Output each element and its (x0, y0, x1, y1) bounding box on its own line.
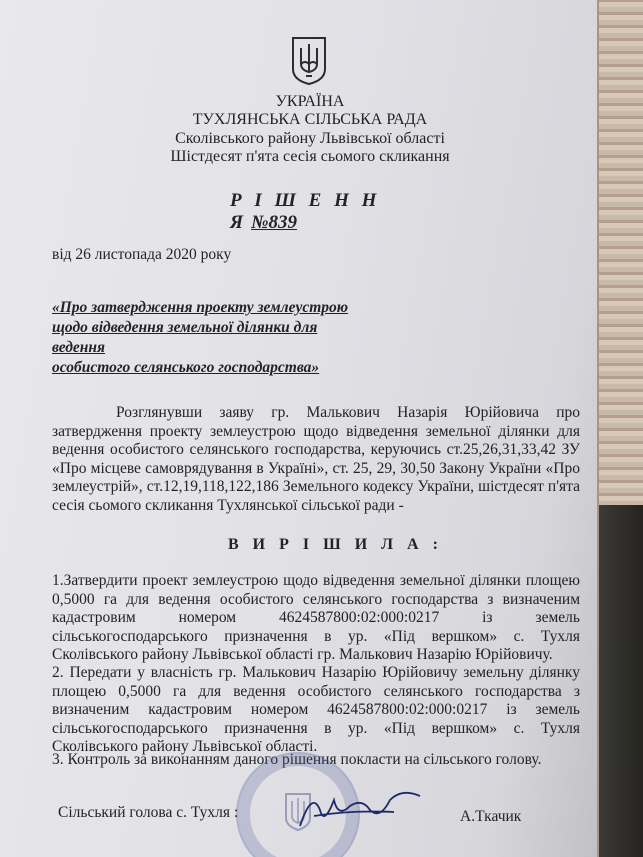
decision-date: від 26 листопада 2020 року (52, 246, 232, 263)
subject-line-2: щодо відведення земельної ділянки для ведення (52, 319, 318, 356)
header-council: ТУХЛЯНСЬКА СІЛЬСЬКА РАДА (192, 111, 428, 128)
item-3: 3. Контроль за виконанням даного рішення покласти на сільського голову. (52, 751, 542, 768)
header-session: Шістдесят п'ята сесія сьомого скликання (170, 148, 450, 165)
subject-line-1: «Про затвердження проекту землеустрою (52, 299, 349, 316)
header-district: Сколівського району Львівської області (175, 130, 445, 147)
binder-shadow (599, 505, 643, 857)
item-1: 1.Затвердити проект землеустрою щодо відведення земельної ділянки площею 0,5000 га для ведення особистого селянського господарства з визначеним кадастровим номером 4624587800:02:000:0217 із земель сільськогосподарського призначення в ур. «Під вершком» с. Тухля Сколівського району Львівської області гр. Малькович Назарію Юрійовичу. (52, 572, 580, 663)
decision-title (230, 190, 400, 234)
subject-line-3: особистого селянського господарства» (52, 359, 320, 376)
decision-subject (52, 298, 372, 378)
handwritten-signature (290, 780, 430, 840)
header-country: УКРАЇНА (275, 93, 345, 110)
decision-number: №839 (251, 212, 297, 233)
signature-position: Сільський голова с. Тухля : (58, 804, 239, 821)
resolved-heading: В И Р І Ш И Л А : (228, 536, 443, 553)
decision-title-text: Р І Ш Е Н Н Я (230, 190, 381, 233)
preamble-paragraph: Розглянувши заяву гр. Малькович Назарія Юрійовича про затвердження проекту землеустрою щодо відведення земельної ділянки для ведення особистого селянського господарства, керуючись ст.25,26,31,33,42 ЗУ «Про місцеве самоврядування в Україні», ст. 25, 29, 30,50 Закону України «Про землеустрій», ст.12,19,118,122,186 Земельного кодексу України, шістдесят п'ята сесія сьомого скликання Тухлянської сільської ради - (52, 404, 580, 514)
signature-name: А.Ткачик (460, 808, 522, 825)
item-2: 2. Передати у власність гр. Малькович Назарію Юрійовичу земельну ділянку площею 0,5000 га для ведення особистого селянського господарства з визначеним кадастровим номером 4624587800:02:000:0217 із земель сільськогосподарського призначення в ур. «Під вершком» с. Тухля Сколівського району Львівської області. (52, 664, 580, 755)
trident-crest-icon (290, 36, 328, 86)
